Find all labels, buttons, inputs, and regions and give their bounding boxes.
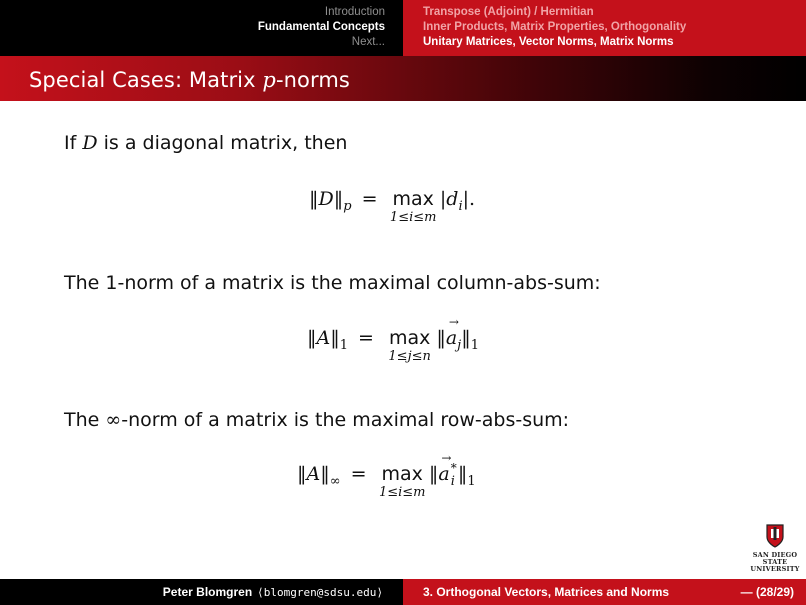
footer-author	[0, 579, 403, 605]
footer	[0, 579, 806, 605]
frame-title-italic: p	[262, 68, 276, 92]
footer-title	[403, 579, 806, 605]
equation-infinity-norm: ‖ A ‖ ∞ = max 1≤i≤m ‖ → a * i ‖ 1	[297, 451, 476, 500]
footer-lecture-title[interactable]: 3. Orthogonal Vectors, Matrices and Norms	[423, 585, 670, 599]
equation-diagonal-norm: ‖ D ‖ p = max 1≤i≤m | d i |.	[309, 188, 476, 225]
max-operator: max 1≤j≤n	[388, 327, 431, 364]
paragraph-infinity-norm: The ∞-norm of a matrix is the maximal row-abs-sum:	[64, 409, 570, 431]
university-logo	[746, 524, 804, 573]
shield-icon	[765, 524, 785, 548]
nav-subsection-inner-products[interactable]: Inner Products, Matrix Properties, Orthogonality	[423, 21, 687, 33]
paragraph-diagonal: If D is a diagonal matrix, then	[64, 132, 348, 154]
row-vector: → a	[438, 451, 452, 485]
footer-author-name: Peter Blomgren	[162, 585, 253, 599]
nav-section-next[interactable]: Next...	[351, 36, 385, 48]
max-operator: max 1≤i≤m	[389, 188, 437, 225]
logo-line-2: UNIVERSITY	[750, 565, 800, 573]
footer-page-number: — (28/29)	[740, 585, 794, 599]
frame-title-prefix: Special Cases: Matrix	[29, 68, 263, 92]
max-operator: max 1≤i≤m	[378, 463, 426, 500]
header-navigation	[0, 0, 806, 56]
nav-section-fundamental-concepts[interactable]: Fundamental Concepts	[257, 21, 385, 33]
subsection-navigation	[403, 0, 806, 56]
nav-section-introduction[interactable]: Introduction	[324, 6, 385, 18]
section-navigation	[0, 0, 403, 56]
slide-content	[0, 101, 806, 579]
footer-author-email: ⟨blomgren@sdsu.edu⟩	[257, 585, 383, 599]
frame-title-suffix: -norms	[275, 68, 350, 92]
paragraph-one-norm: The 1-norm of a matrix is the maximal column-abs-sum:	[64, 272, 601, 294]
equation-one-norm: ‖ A ‖ 1 = max 1≤j≤n ‖ → a j ‖ 1	[307, 315, 479, 364]
column-vector: → a	[445, 315, 459, 349]
nav-subsection-unitary-matrices[interactable]: Unitary Matrices, Vector Norms, Matrix Norms	[423, 36, 674, 48]
nav-subsection-transpose[interactable]: Transpose (Adjoint) / Hermitian	[423, 6, 594, 18]
frame-title	[0, 56, 806, 101]
logo-line-1: SAN DIEGO STATE	[752, 551, 798, 566]
